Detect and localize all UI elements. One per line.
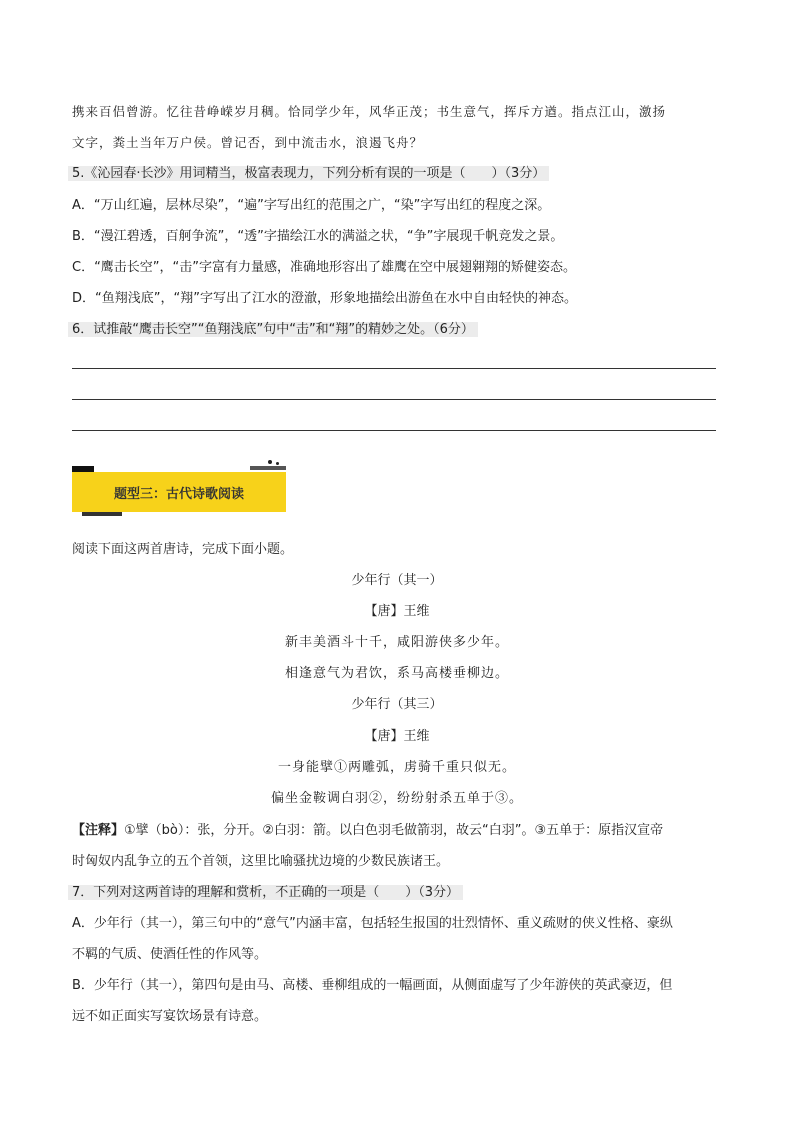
- poem-2-line-2: 偏坐金鞍调白羽②，纷纷射杀五单于③。: [270, 791, 523, 806]
- poem-1-line-2: 相逢意气为君饮，系马高楼垂柳边。: [284, 666, 509, 681]
- poem-2-author: 【唐】王维: [364, 729, 430, 744]
- question-6: [72, 320, 716, 340]
- poem-1-line-1: 新丰美酒斗十千，咸阳游侠多少年。: [284, 635, 509, 650]
- banner-dot: [268, 460, 272, 464]
- notes-label: 【注释】: [72, 823, 125, 838]
- poem-2-line-1: 一身能擘①两雕弧，虏骑千重只似无。: [277, 760, 516, 775]
- answer-line-3[interactable]: [72, 430, 716, 431]
- question-5-stem: 5.《沁园春·长沙》用词精当，极富表现力，下列分析有误的一项是（ ）（3分）: [68, 166, 549, 181]
- question-7: [72, 883, 716, 903]
- question-7-option-b-line-2: 远不如正面实写宴饮场景有诗意。: [72, 1009, 268, 1024]
- question-7-option-a-line-2: 不羁的气质、使酒任性的作风等。: [72, 947, 268, 962]
- poem-1-author: 【唐】王维: [364, 604, 430, 619]
- question-5-option-b: B．“漫江碧透，百舸争流”，“透”字描绘江水的满溢之状，“争”字展现千帆竞发之景。: [72, 229, 564, 244]
- notes-line-1: [72, 821, 716, 841]
- section-title-banner: [72, 472, 286, 512]
- question-5-option-c: C．“鹰击长空”，“击”字富有力量感，准确地形容出了雄鹰在空中展翅翱翔的矫健姿态。: [72, 260, 577, 275]
- question-7-stem: 7．下列对这两首诗的理解和赏析，不正确的一项是（ ）（3分）: [68, 885, 463, 900]
- poem-continuation-line-1: 携来百侣曾游。忆往昔峥嵘岁月稠。恰同学少年，风华正茂；书生意气，挥斥方遒。指点江山，激扬: [72, 104, 667, 119]
- banner-decoration-top-right: [250, 466, 286, 470]
- notes-text-1: ①擘（bò）：张，分开。②白羽：箭。以白色羽毛做箭羽，故云“白羽”。③五单于：原指汉宣帝: [124, 823, 664, 838]
- question-6-stem: 6．试推敲“鹰击长空”“鱼翔浅底”句中“击”和“翔”的精妙之处。（6分）: [68, 322, 478, 337]
- answer-line-1[interactable]: [72, 368, 716, 369]
- reading-intro: 阅读下面这两首唐诗，完成下面小题。: [72, 542, 294, 557]
- question-5-option-d: D．“鱼翔浅底”，“翔”字写出了江水的澄澈，形象地描绘出游鱼在水中自由轻快的神态。: [72, 291, 577, 306]
- question-7-option-b-line-1: B．少年行（其一），第四句是由马、高楼、垂柳组成的一幅画面，从侧面虚写了少年游侠的英武豪迈，但: [72, 978, 673, 993]
- poem-2-title: 少年行（其三）: [351, 697, 443, 712]
- poem-1-title: 少年行（其一）: [351, 573, 443, 588]
- poem-continuation-line-2: 文字，粪土当年万户侯。曾记否，到中流击水，浪遏飞舟？: [72, 135, 424, 150]
- question-5-option-a: A．“万山红遍，层林尽染”，“遍”字写出红的范围之广，“染”字写出红的程度之深。: [72, 198, 551, 213]
- banner-decoration-bottom: [82, 512, 122, 516]
- section-title: 题型三：古代诗歌阅读: [113, 486, 244, 502]
- question-5: [72, 164, 716, 184]
- notes-line-2: 时匈奴内乱争立的五个首领，这里比喻骚扰边境的少数民族诸王。: [72, 854, 450, 869]
- banner-dot: [276, 462, 279, 465]
- answer-line-2[interactable]: [72, 399, 716, 400]
- question-7-option-a-line-1: A．少年行（其一），第三句中的“意气”内涵丰富，包括轻生报国的壮烈情怀、重义疏财的侠义性格、豪纵: [72, 916, 673, 931]
